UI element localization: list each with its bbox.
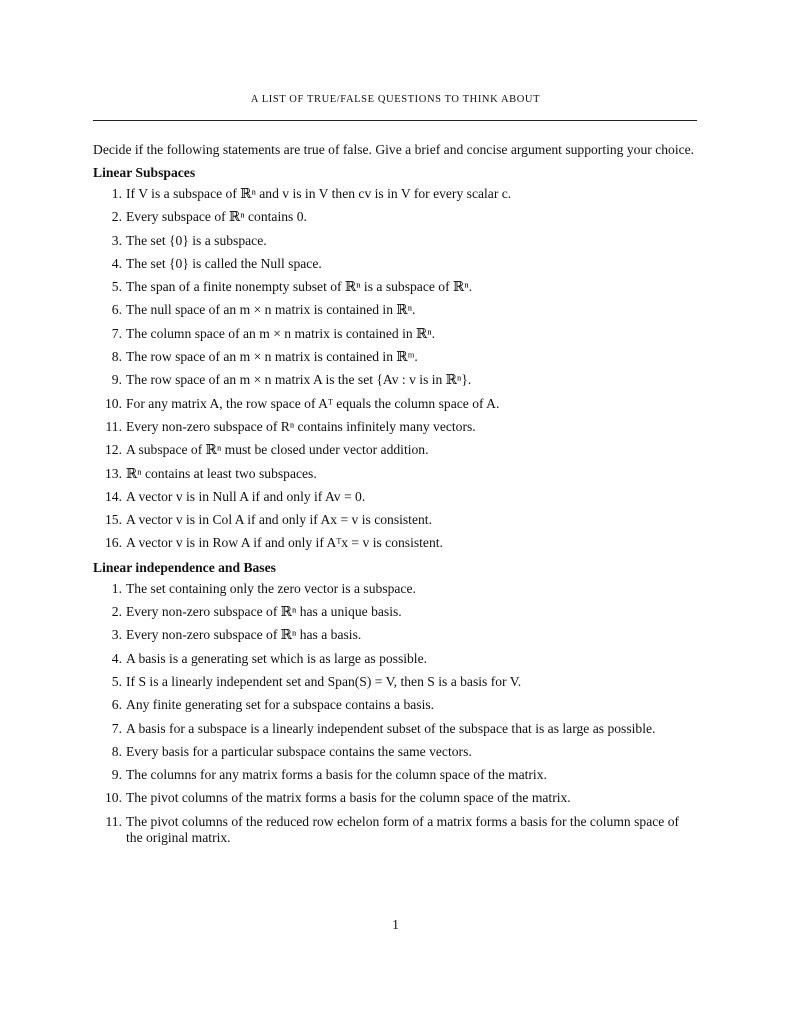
- list-item: [93, 744, 697, 760]
- item-number: 7.: [111, 325, 122, 341]
- item-text: The pivot columns of the reduced row echelon form of a matrix forms a basis for the column space of the original matrix.: [126, 813, 680, 845]
- item-text: A basis for a subspace is a linearly independent subset of the subspace that is as large as possible.: [126, 720, 656, 736]
- item-number: 10.: [105, 790, 122, 806]
- section-heading: Linear Subspaces: [93, 165, 196, 180]
- list-item: [93, 349, 697, 365]
- item-number: 1.: [111, 580, 122, 596]
- item-text: Any finite generating set for a subspace contains a basis.: [126, 697, 435, 713]
- item-number: 16.: [105, 535, 122, 551]
- item-text: The columns for any matrix forms a basis for the column space of the matrix.: [126, 767, 547, 783]
- item-number: 9.: [111, 372, 122, 388]
- item-number: 8.: [111, 743, 122, 759]
- item-number: 9.: [111, 767, 122, 783]
- item-number: 11.: [105, 813, 122, 829]
- item-text: Every subspace of ℝⁿ contains 0.: [126, 209, 307, 225]
- item-text: The span of a finite nonempty subset of ℝⁿ is a subspace of ℝⁿ.: [126, 279, 473, 295]
- item-text: Every non-zero subspace of ℝⁿ has a unique basis.: [126, 604, 402, 620]
- list-item: [93, 256, 697, 272]
- question-list: [93, 186, 697, 551]
- list-item: [93, 697, 697, 713]
- item-number: 5.: [111, 673, 122, 689]
- list-item: [93, 581, 697, 597]
- list-item: [93, 233, 697, 249]
- item-number: 13.: [105, 465, 122, 481]
- item-text: Every non-zero subspace of Rⁿ contains infinitely many vectors.: [126, 418, 476, 434]
- item-text: A vector v is in Null A if and only if Av = 0.: [126, 488, 366, 504]
- list-item: [93, 651, 697, 667]
- list-item: [93, 790, 697, 806]
- list-item: [93, 814, 697, 846]
- item-number: 11.: [105, 418, 122, 434]
- header-rule: [93, 120, 697, 121]
- item-text: The set containing only the zero vector is a subspace.: [126, 580, 416, 596]
- item-number: 8.: [111, 349, 122, 365]
- item-text: A vector v is in Row A if and only if Aᵀx = v is consistent.: [126, 535, 443, 551]
- item-text: The row space of an m × n matrix is contained in ℝᵐ.: [126, 349, 418, 365]
- list-item: [93, 186, 697, 202]
- item-text: If V is a subspace of ℝⁿ and v is in V then cv is in V for every scalar c.: [126, 186, 512, 201]
- item-text: A subspace of ℝⁿ must be closed under vector addition.: [126, 442, 429, 458]
- item-number: 2.: [111, 209, 122, 225]
- item-number: 5.: [111, 279, 122, 295]
- list-item: [93, 767, 697, 783]
- item-number: 4.: [111, 255, 122, 271]
- item-text: The set {0} is a subspace.: [126, 232, 267, 248]
- question-list: [93, 581, 697, 846]
- item-text: The column space of an m × n matrix is contained in ℝⁿ.: [126, 325, 436, 341]
- list-item: [93, 209, 697, 225]
- list-item: [93, 419, 697, 435]
- running-header: A LIST OF TRUE/FALSE QUESTIONS TO THINK ABOUT: [250, 94, 541, 105]
- item-text: If S is a linearly independent set and Span(S) = V, then S is a basis for V.: [126, 673, 522, 689]
- list-item: [93, 721, 697, 737]
- item-number: 7.: [111, 720, 122, 736]
- list-item: [93, 326, 697, 342]
- item-number: 14.: [105, 488, 122, 504]
- item-text: The pivot columns of the matrix forms a basis for the column space of the matrix.: [126, 790, 571, 806]
- list-item: [93, 396, 697, 412]
- item-number: 12.: [105, 442, 122, 458]
- page-number: 1: [392, 917, 399, 932]
- item-text: Every non-zero subspace of ℝⁿ has a basis.: [126, 627, 362, 643]
- item-number: 2.: [111, 604, 122, 620]
- item-text: The null space of an m × n matrix is contained in ℝⁿ.: [126, 302, 416, 318]
- item-number: 3.: [111, 627, 122, 643]
- item-number: 15.: [105, 512, 122, 528]
- item-text: A basis is a generating set which is as large as possible.: [126, 650, 428, 666]
- item-number: 6.: [111, 302, 122, 318]
- list-item: [93, 512, 697, 528]
- list-item: [93, 489, 697, 505]
- list-item: [93, 302, 697, 318]
- item-text: ℝⁿ contains at least two subspaces.: [126, 465, 317, 481]
- item-text: For any matrix A, the row space of Aᵀ equals the column space of A.: [126, 395, 500, 411]
- item-text: The row space of an m × n matrix A is the set {Av : v is in ℝⁿ}.: [126, 372, 472, 388]
- list-item: [93, 604, 697, 620]
- list-item: [93, 535, 697, 551]
- item-number: 6.: [111, 697, 122, 713]
- page-content: [93, 141, 697, 853]
- item-text: A vector v is in Col A if and only if Ax = v is consistent.: [126, 512, 432, 528]
- list-item: [93, 627, 697, 643]
- section-heading: Linear independence and Bases: [93, 559, 276, 575]
- item-text: Every basis for a particular subspace contains the same vectors.: [126, 743, 472, 759]
- item-number: 4.: [111, 650, 122, 666]
- list-item: [93, 372, 697, 388]
- item-number: 10.: [105, 395, 122, 411]
- item-number: 3.: [111, 232, 122, 248]
- instructions: Decide if the following statements are true of false. Give a brief and concise argument supporting your choice.: [93, 142, 695, 157]
- item-number: 1.: [111, 186, 122, 201]
- list-item: [93, 442, 697, 458]
- item-text: The set {0} is called the Null space.: [126, 255, 322, 271]
- list-item: [93, 674, 697, 690]
- list-item: [93, 279, 697, 295]
- list-item: [93, 466, 697, 482]
